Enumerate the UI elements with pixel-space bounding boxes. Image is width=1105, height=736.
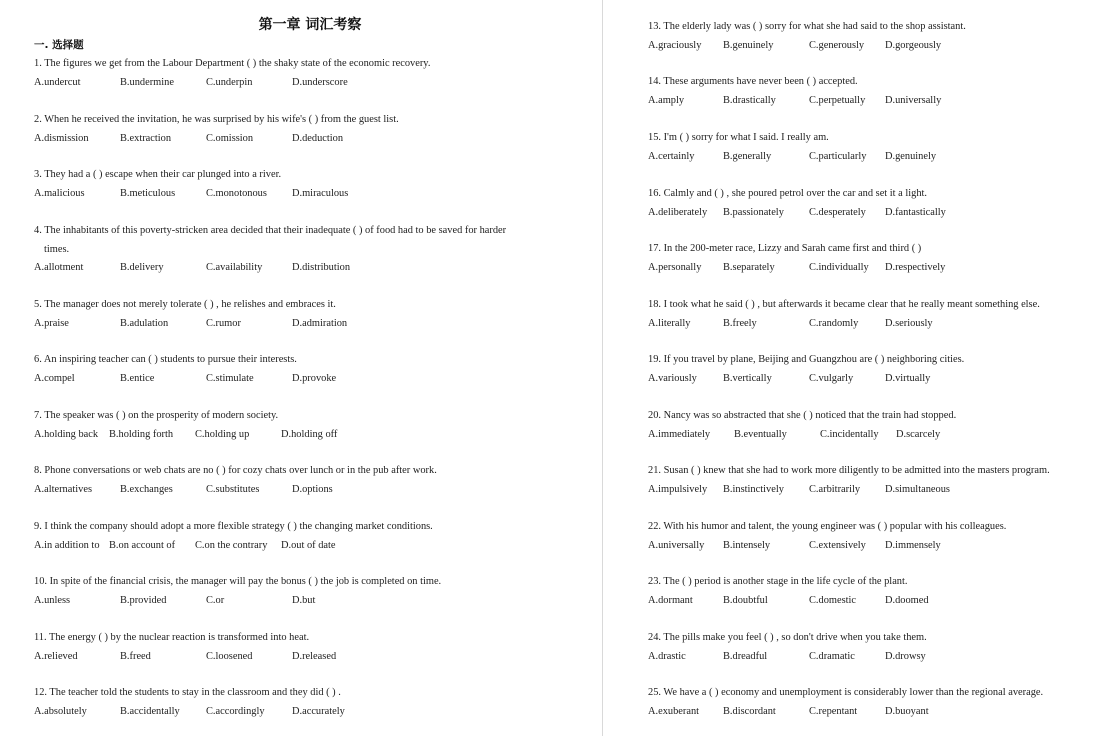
option-b: B.exchanges bbox=[120, 483, 173, 495]
question-stem: 4. The inhabitants of this poverty-stricken area decided that their inadequate ( ) of food had to be saved for harder bbox=[34, 225, 507, 236]
answer-options bbox=[34, 703, 345, 722]
answer-options bbox=[34, 481, 437, 500]
option-a: A.variously bbox=[648, 372, 697, 384]
option-c: C.omission bbox=[206, 132, 254, 144]
option-c: C.loosened bbox=[206, 650, 253, 662]
question-stem: 15. I'm ( ) sorry for what I said. I really am. bbox=[648, 132, 829, 143]
option-d: D.miraculous bbox=[292, 187, 349, 199]
option-c: C.on the contrary bbox=[195, 539, 268, 551]
answer-options bbox=[648, 204, 946, 223]
question-4 bbox=[34, 222, 506, 278]
option-a: A.personally bbox=[648, 261, 702, 273]
question-stem: 7. The speaker was ( ) on the prosperity of modern society. bbox=[34, 410, 279, 421]
option-c: C.stimulate bbox=[206, 372, 254, 384]
option-a: A.unless bbox=[34, 594, 71, 606]
option-a: A.allotment bbox=[34, 262, 84, 273]
option-a: A.absolutely bbox=[34, 705, 87, 717]
question-12 bbox=[34, 684, 345, 721]
answer-options bbox=[648, 648, 927, 667]
option-a: A.impulsively bbox=[648, 483, 708, 495]
question-22 bbox=[648, 518, 1006, 555]
answer-options bbox=[648, 537, 1006, 556]
question-19 bbox=[648, 351, 964, 388]
question-7 bbox=[34, 407, 338, 444]
question-25 bbox=[648, 684, 1043, 721]
option-b: B.eventually bbox=[734, 428, 787, 440]
option-c: C.arbitrarily bbox=[809, 483, 861, 495]
option-b: B.on account of bbox=[109, 539, 176, 551]
option-a: A.compel bbox=[34, 372, 75, 384]
option-b: B.genuinely bbox=[723, 39, 774, 51]
question-stem: 8. Phone conversations or web chats are no ( ) for cozy chats over lunch or in the pub after work. bbox=[34, 465, 437, 476]
option-d: D.universally bbox=[885, 94, 942, 106]
question-14 bbox=[648, 73, 942, 110]
option-c: C.rumor bbox=[206, 317, 241, 329]
option-a: A.universally bbox=[648, 539, 705, 551]
question-24 bbox=[648, 629, 927, 666]
question-stem: 2. When he received the invitation, he was surprised by his wife's ( ) from the guest list. bbox=[34, 114, 399, 125]
question-2 bbox=[34, 111, 399, 148]
option-b: B.delivery bbox=[120, 262, 164, 273]
option-a: A.literally bbox=[648, 317, 691, 329]
answer-options bbox=[34, 74, 430, 93]
option-b: B.dreadful bbox=[723, 650, 768, 662]
question-6 bbox=[34, 351, 337, 388]
option-b: B.vertically bbox=[723, 372, 772, 384]
option-d: D.simultaneous bbox=[885, 483, 950, 495]
answer-options bbox=[648, 37, 966, 56]
option-a: A.amply bbox=[648, 94, 685, 106]
question-13 bbox=[648, 18, 966, 55]
answer-options bbox=[34, 426, 338, 445]
answer-options bbox=[648, 370, 964, 389]
option-c: C.vulgarly bbox=[809, 372, 854, 384]
option-c: C.dramatic bbox=[809, 650, 855, 662]
option-c: C.generously bbox=[809, 39, 865, 51]
option-c: C.monotonous bbox=[206, 187, 267, 199]
option-a: A.relieved bbox=[34, 650, 78, 662]
option-d: D.accurately bbox=[292, 705, 345, 717]
answer-options bbox=[34, 592, 441, 611]
option-c: C.substitutes bbox=[206, 483, 260, 495]
question-9 bbox=[34, 518, 433, 555]
question-stem: 1. The figures we get from the Labour Department ( ) the shaky state of the economic recovery. bbox=[34, 58, 431, 69]
option-a: A.deliberately bbox=[648, 206, 708, 218]
option-c: C.accordingly bbox=[206, 705, 265, 717]
answer-options bbox=[648, 92, 942, 111]
answer-options bbox=[34, 370, 337, 389]
question-15 bbox=[648, 129, 937, 166]
option-b: B.generally bbox=[723, 150, 772, 162]
option-a: A.in addition to bbox=[34, 539, 100, 551]
question-8 bbox=[34, 462, 437, 499]
question-20 bbox=[648, 407, 956, 444]
option-d: D.options bbox=[292, 483, 333, 495]
option-b: B.adulation bbox=[120, 317, 169, 329]
option-a: A.praise bbox=[34, 317, 69, 329]
option-c: C.domestic bbox=[809, 594, 857, 606]
option-b: B.accidentally bbox=[120, 705, 180, 717]
question-stem: 16. Calmly and ( ) , she poured petrol over the car and set it a light. bbox=[648, 188, 928, 199]
option-b: B.undermine bbox=[120, 76, 174, 88]
answer-options bbox=[34, 648, 337, 667]
question-stem: 13. The elderly lady was ( ) sorry for what she had said to the shop assistant. bbox=[648, 21, 966, 32]
section-heading: 一. 选择题 bbox=[34, 39, 84, 51]
option-b: B.intensely bbox=[723, 539, 771, 551]
option-d: D.holding off bbox=[281, 428, 338, 440]
question-18 bbox=[648, 296, 1040, 333]
option-d: D.underscore bbox=[292, 76, 348, 88]
answer-options bbox=[34, 130, 399, 149]
option-a: A.dormant bbox=[648, 594, 693, 606]
question-stem-continued: times. bbox=[44, 243, 70, 255]
answer-options bbox=[648, 703, 1043, 722]
option-d: D.deduction bbox=[292, 132, 344, 144]
question-5 bbox=[34, 296, 348, 333]
question-11 bbox=[34, 629, 337, 666]
question-1 bbox=[34, 55, 430, 92]
option-c: C.incidentally bbox=[820, 428, 879, 440]
option-a: A.dismission bbox=[34, 132, 89, 144]
question-stem: 19. If you travel by plane, Beijing and Guangzhou are ( ) neighboring cities. bbox=[648, 354, 965, 365]
option-a: A.malicious bbox=[34, 187, 85, 199]
option-b: B.freely bbox=[723, 317, 757, 329]
option-d: D.but bbox=[292, 594, 316, 606]
question-stem: 10. In spite of the financial crisis, the manager will pay the bonus ( ) the job is completed on time. bbox=[34, 576, 442, 587]
question-stem: 17. In the 200-meter race, Lizzy and Sarah came first and third ( ) bbox=[648, 243, 922, 254]
answer-options bbox=[34, 537, 433, 556]
question-10 bbox=[34, 573, 441, 610]
question-16 bbox=[648, 185, 946, 222]
option-a: A.drastic bbox=[648, 650, 686, 662]
answer-options bbox=[648, 148, 937, 167]
option-b: B.separately bbox=[723, 261, 775, 273]
question-stem: 5. The manager does not merely tolerate ( ) , he relishes and embraces it. bbox=[34, 299, 336, 310]
option-d: D.scarcely bbox=[896, 428, 941, 440]
question-21 bbox=[648, 462, 1050, 499]
option-b: B.passionately bbox=[723, 206, 784, 218]
question-23 bbox=[648, 573, 929, 610]
option-c: C.particularly bbox=[809, 150, 867, 162]
option-a: A.undercut bbox=[34, 76, 81, 88]
option-b: B.freed bbox=[120, 650, 151, 662]
option-c: C.perpetually bbox=[809, 94, 866, 106]
question-stem: 24. The pills make you feel ( ) , so don't drive when you take them. bbox=[648, 632, 927, 643]
question-stem: 14. These arguments have never been ( ) accepted. bbox=[648, 76, 858, 87]
answer-options bbox=[34, 259, 506, 278]
question-17 bbox=[648, 240, 946, 277]
option-b: B.holding forth bbox=[109, 428, 174, 440]
option-d: D.buoyant bbox=[885, 705, 929, 717]
option-b: B.discordant bbox=[723, 705, 776, 717]
option-c: C.or bbox=[206, 594, 225, 606]
option-b: B.drastically bbox=[723, 94, 776, 106]
question-stem: 21. Susan ( ) knew that she had to work more diligently to be admitted into the masters program. bbox=[648, 465, 1050, 476]
option-c: C.availability bbox=[206, 262, 263, 273]
option-d: D.gorgeously bbox=[885, 39, 942, 51]
question-stem: 12. The teacher told the students to stay in the classroom and they did ( ) . bbox=[34, 687, 341, 698]
option-a: A.alternatives bbox=[34, 483, 92, 495]
question-stem: 6. An inspiring teacher can ( ) students to pursue their interests. bbox=[34, 354, 297, 365]
question-stem: 3. They had a ( ) escape when their car plunged into a river. bbox=[34, 169, 282, 180]
question-stem: 11. The energy ( ) by the nuclear reaction is transformed into heat. bbox=[34, 632, 310, 643]
option-a: A.graciously bbox=[648, 39, 702, 51]
question-stem: 22. With his humor and talent, the young engineer was ( ) popular with his colleagues. bbox=[648, 521, 1007, 532]
option-d: D.fantastically bbox=[885, 206, 946, 218]
option-d: D.distribution bbox=[292, 262, 351, 273]
option-a: A.exuberant bbox=[648, 705, 700, 717]
option-a: A.holding back bbox=[34, 428, 99, 440]
option-c: C.individually bbox=[809, 261, 869, 273]
option-b: B.entice bbox=[120, 372, 155, 384]
option-d: D.immensely bbox=[885, 539, 941, 551]
option-c: C.desperately bbox=[809, 206, 866, 218]
question-stem: 23. The ( ) period is another stage in the life cycle of the plant. bbox=[648, 576, 908, 587]
answer-options bbox=[648, 259, 946, 278]
answer-options bbox=[648, 426, 956, 445]
option-d: D.virtually bbox=[885, 372, 931, 384]
option-b: B.provided bbox=[120, 594, 167, 606]
option-b: B.extraction bbox=[120, 132, 172, 144]
option-b: B.instinctively bbox=[723, 483, 784, 495]
answer-options bbox=[34, 185, 349, 204]
option-a: A.immediately bbox=[648, 428, 711, 440]
option-d: D.provoke bbox=[292, 372, 337, 384]
option-d: D.drowsy bbox=[885, 650, 926, 662]
option-c: C.randomly bbox=[809, 317, 859, 329]
option-c: C.holding up bbox=[195, 428, 250, 440]
option-c: C.repentant bbox=[809, 705, 858, 717]
page-title: 第一章 词汇考察 bbox=[258, 17, 362, 33]
option-d: D.seriously bbox=[885, 317, 933, 329]
question-stem: 9. I think the company should adopt a more flexible strategy ( ) the changing market conditions. bbox=[34, 521, 433, 532]
option-d: D.doomed bbox=[885, 594, 929, 606]
answer-options bbox=[34, 315, 348, 334]
answer-options bbox=[648, 592, 929, 611]
option-d: D.released bbox=[292, 650, 337, 662]
option-d: D.out of date bbox=[281, 539, 336, 551]
option-c: C.underpin bbox=[206, 76, 253, 88]
question-stem: 25. We have a ( ) economy and unemployment is considerably lower than the regional average. bbox=[648, 687, 1044, 698]
answer-options bbox=[648, 315, 1040, 334]
question-stem: 20. Nancy was so abstracted that she ( ) noticed that the train had stopped. bbox=[648, 410, 957, 421]
option-a: A.certainly bbox=[648, 150, 695, 162]
option-d: D.admiration bbox=[292, 317, 348, 329]
answer-options bbox=[648, 481, 1050, 500]
option-b: B.doubtful bbox=[723, 594, 768, 606]
option-c: C.extensively bbox=[809, 539, 866, 551]
option-d: D.genuinely bbox=[885, 150, 937, 162]
option-d: D.respectively bbox=[885, 261, 946, 273]
question-stem: 18. I took what he said ( ) , but afterwards it became clear that he really meant something else. bbox=[648, 299, 1040, 310]
question-3 bbox=[34, 166, 349, 203]
option-b: B.meticulous bbox=[120, 187, 176, 199]
